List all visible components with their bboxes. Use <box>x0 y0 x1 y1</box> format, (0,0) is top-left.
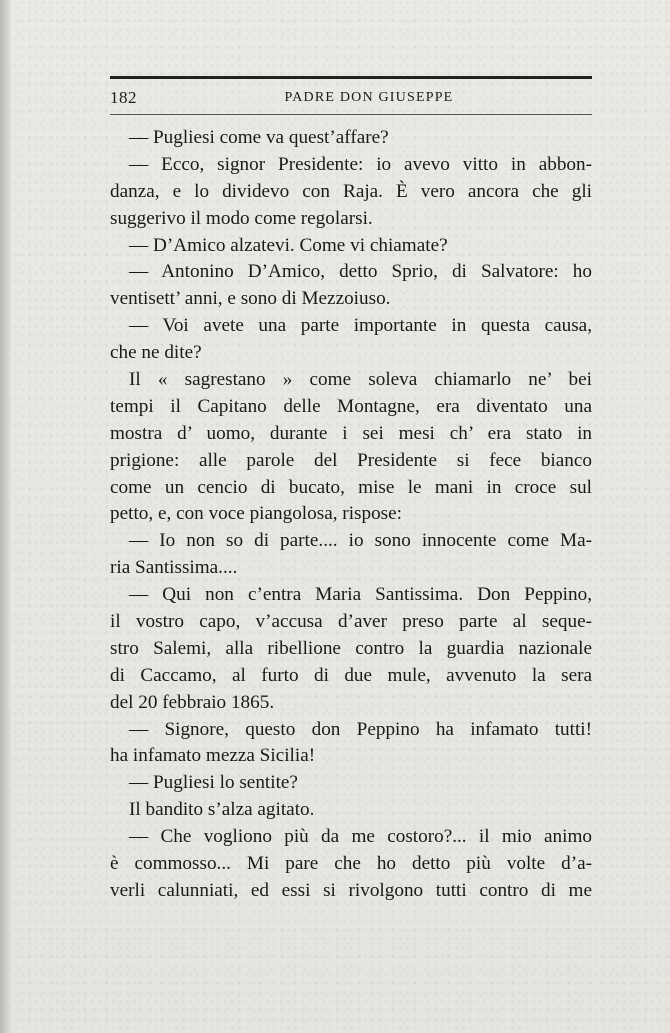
text-line: di Caccamo, al furto di due mule, avvenuto la sera <box>110 664 592 686</box>
text-line: — Ecco, signor Presidente: io avevo vitto in abbon- <box>129 153 592 175</box>
text-line: prigione: alle parole del Presidente si fece bianco <box>110 449 592 471</box>
text-line: ria Santissima.... <box>110 557 238 579</box>
text-line: — Io non so di parte.... io sono innocente come Ma- <box>129 530 592 552</box>
text-line: — Qui non c’entra Maria Santissima. Don Peppino, <box>129 584 592 606</box>
text-line: tempi il Capitano delle Montagne, era diventato una <box>110 395 592 417</box>
text-line: — Signore, questo don Peppino ha infamato tutti! <box>129 718 592 740</box>
text-line: il vostro capo, v’accusa d’aver preso parte al seque- <box>110 611 592 633</box>
text-line: mostra d’ uomo, durante i sei mesi ch’ era stato in <box>110 422 592 444</box>
text-line: — Pugliesi lo sentite? <box>129 772 298 794</box>
page-gutter-shadow <box>0 0 12 1033</box>
text-line: Il bandito s’alza agitato. <box>129 799 315 821</box>
text-line: — Antonino D’Amico, detto Sprio, di Salvatore: ho <box>129 261 592 283</box>
text-line: ha infamato mezza Sicilia! <box>110 745 316 767</box>
header-top-rule <box>110 76 592 79</box>
text-line: — D’Amico alzatevi. Come vi chiamate? <box>129 234 448 256</box>
text-line: che ne dite? <box>110 342 202 364</box>
text-line: stro Salemi, alla ribellione contro la guardia nazionale <box>110 637 592 659</box>
text-line: danza, e lo dividevo con Raja. È vero ancora che gli <box>110 180 592 202</box>
text-line: — Voi avete una parte importante in questa causa, <box>129 315 592 337</box>
text-line: è commosso... Mi pare che ho detto più volte d’a- <box>110 853 592 875</box>
text-line: — Pugliesi come va quest’affare? <box>129 127 389 148</box>
text-line: come un cencio di bucato, mise le mani in croce sul <box>110 476 592 498</box>
running-header <box>110 88 592 110</box>
text-line: verli calunniati, ed essi si rivolgono tutti contro di me <box>110 879 592 901</box>
header-bottom-rule <box>110 114 592 115</box>
text-line: petto, e, con voce piangolosa, rispose: <box>110 503 403 525</box>
body-text <box>110 125 592 905</box>
text-line: — Che vogliono più da me costoro?... il mio animo <box>129 826 592 848</box>
page-number: 182 <box>110 88 137 107</box>
text-line: Il « sagrestano » come soleva chiamarlo ne’ bei <box>129 369 592 391</box>
text-line: ventisett’ anni, e sono di Mezzoiuso. <box>110 288 391 310</box>
text-line: suggerivo il modo come regolarsi. <box>110 207 373 229</box>
text-line: del 20 febbraio 1865. <box>110 691 275 713</box>
running-title: PADRE DON GIUSEPPE <box>284 90 454 105</box>
